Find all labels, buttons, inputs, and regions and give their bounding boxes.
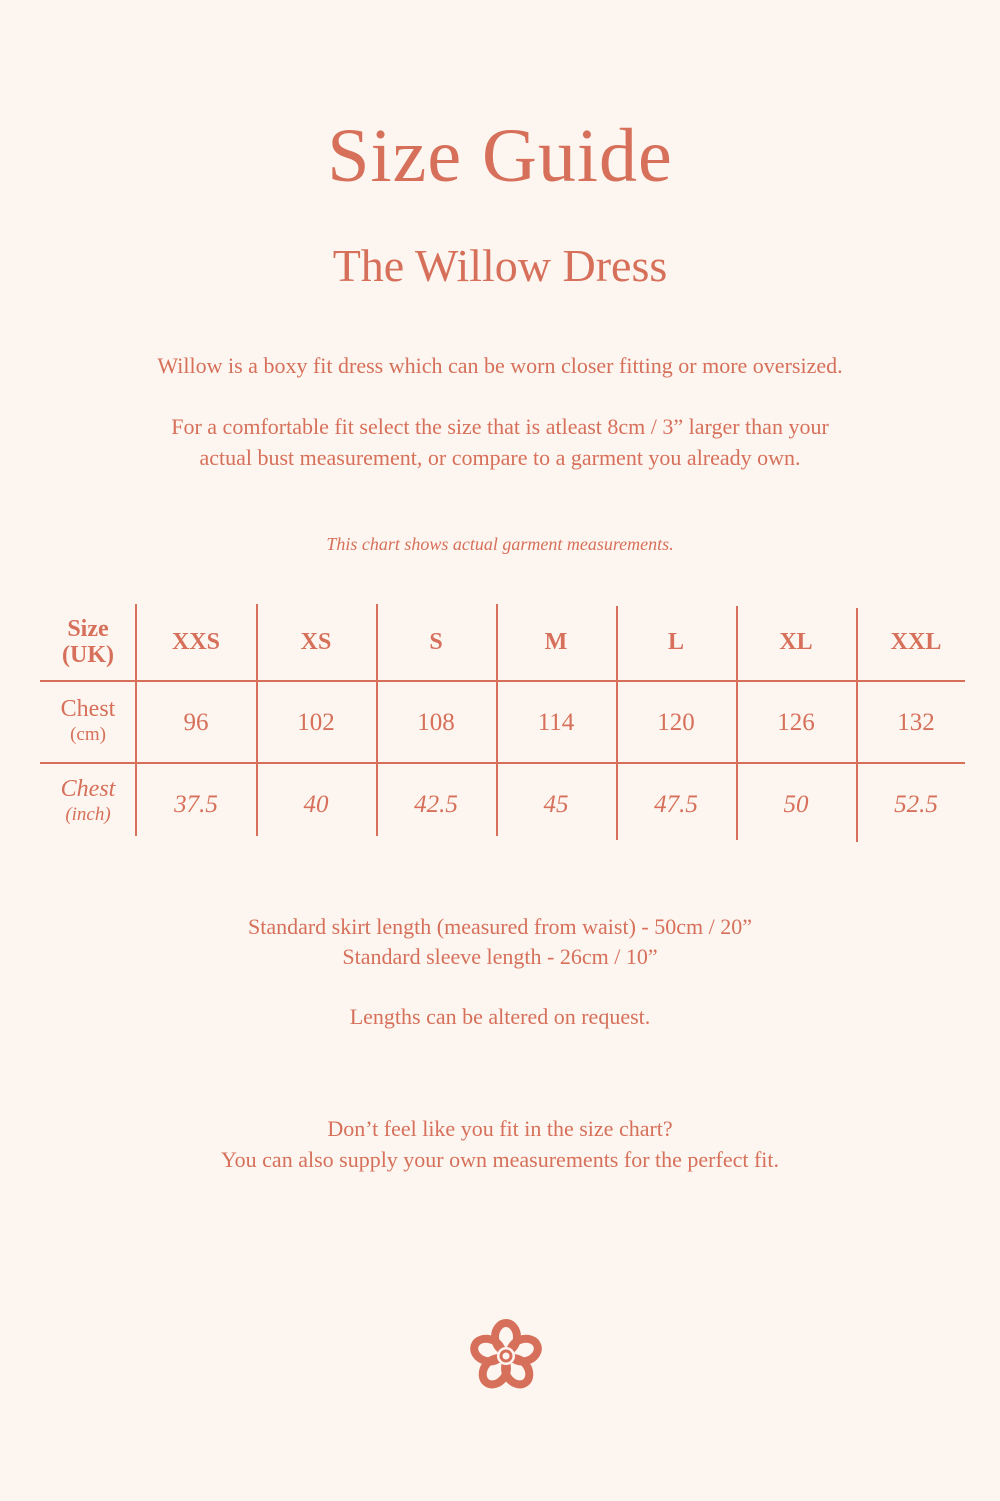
table-cell: 114 xyxy=(537,709,575,736)
intro-line-3: actual bust measurement, or compare to a garment you already own. xyxy=(199,445,801,470)
size-header-xl: XL xyxy=(779,628,813,655)
intro-line-1: Willow is a boxy fit dress which can be worn closer fitting or more oversized. xyxy=(157,353,843,378)
page-subtitle: The Willow Dress xyxy=(332,240,668,291)
sleeve-length: Standard sleeve length - 26cm / 10” xyxy=(342,944,658,969)
chest-cm-label-line1: Chest xyxy=(60,696,116,722)
size-header-line2: (UK) xyxy=(62,642,114,668)
alteration-note: Lengths can be altered on request. xyxy=(349,1004,651,1029)
table-cell: 102 xyxy=(297,709,335,736)
size-header-xxl: XXL xyxy=(890,628,942,655)
size-header-m: M xyxy=(544,628,568,655)
table-cell: 42.5 xyxy=(414,791,458,818)
chest-inch-label-line2: (inch) xyxy=(65,804,111,825)
chest-cm-label xyxy=(40,682,136,762)
table-cell: 126 xyxy=(777,709,815,736)
chart-note: This chart shows actual garment measurements. xyxy=(326,534,674,554)
size-header-xxs: XXS xyxy=(171,628,220,655)
size-header-l: L xyxy=(667,628,684,655)
flower-icon xyxy=(466,1316,546,1396)
table-cell: 52.5 xyxy=(894,791,938,818)
chest-inch-label xyxy=(40,764,136,840)
chest-inch-label-line1: Chest xyxy=(60,776,116,802)
table-cell: 132 xyxy=(897,709,935,736)
size-header-xs: XS xyxy=(300,628,332,655)
size-uk-header xyxy=(40,604,136,680)
intro-line-2: For a comfortable fit select the size that is atleast 8cm / 3” larger than your xyxy=(171,414,829,439)
size-header-line1: Size xyxy=(67,616,109,642)
chest-cm-label-line2: (cm) xyxy=(70,724,106,745)
table-cell: 108 xyxy=(417,709,455,736)
custom-fit-line-1: Don’t feel like you fit in the size chart? xyxy=(327,1116,673,1141)
table-cell: 37.5 xyxy=(174,791,218,818)
table-cell: 50 xyxy=(783,791,809,818)
table-cell: 120 xyxy=(657,709,695,736)
table-cell: 47.5 xyxy=(654,791,698,818)
skirt-length: Standard skirt length (measured from waist) - 50cm / 20” xyxy=(247,914,753,939)
table-cell: 40 xyxy=(303,791,329,818)
table-cell: 45 xyxy=(543,791,569,818)
page-title: Size Guide xyxy=(327,114,673,198)
table-cell: 96 xyxy=(183,709,209,736)
custom-fit-line-2: You can also supply your own measurements for the perfect fit. xyxy=(220,1147,780,1172)
size-header-s: S xyxy=(429,628,443,655)
